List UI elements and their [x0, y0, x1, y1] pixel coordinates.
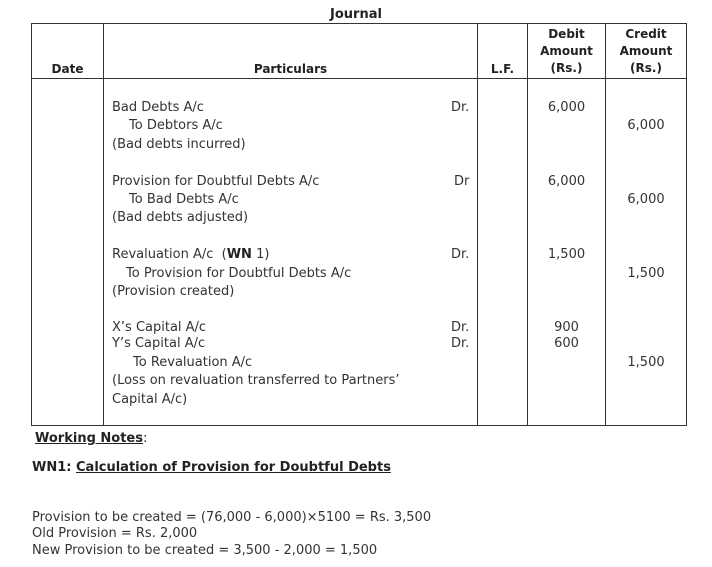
narration: (Bad debts incurred)	[112, 137, 246, 152]
header-lf: L.F.	[490, 62, 515, 76]
header-date: Date	[51, 62, 84, 76]
header-credit-line: (Rs.)	[630, 61, 662, 75]
header-credit-line: Amount	[619, 44, 673, 58]
header-debit	[528, 26, 605, 77]
narration: (Provision created)	[112, 284, 235, 299]
dr-label: Dr	[454, 174, 470, 189]
dr-label: Dr.	[451, 247, 470, 262]
wn1-title: Calculation of Provision for Doubtful Debts	[76, 460, 391, 475]
dr-label: Dr.	[451, 336, 470, 351]
credit-account: To Provision for Doubtful Debts A/c	[126, 266, 352, 281]
credit-amount: 1,500	[627, 266, 665, 281]
calculation-line: New Provision to be created = 3,500 - 2,000 = 1,500	[32, 543, 378, 558]
working-notes-colon: :	[143, 431, 148, 446]
debit-account-text: 1)	[251, 247, 270, 262]
header-divider	[32, 78, 686, 79]
debit-account-text: Revaluation A/c (	[112, 247, 227, 262]
credit-account: To Bad Debts A/c	[129, 192, 239, 207]
credit-account: To Debtors A/c	[129, 118, 223, 133]
wn1-label: WN1:	[32, 460, 72, 475]
working-notes-heading	[35, 431, 147, 446]
header-debit-line: Amount	[540, 44, 593, 58]
debit-amount: 6,000	[547, 100, 586, 115]
debit-account: Y’s Capital A/c	[112, 336, 206, 351]
narration: (Loss on revaluation transferred to Partners’	[112, 373, 400, 388]
credit-amount: 6,000	[627, 192, 665, 207]
credit-amount: 1,500	[627, 355, 665, 370]
header-credit-line: Credit	[625, 27, 667, 41]
debit-account	[112, 246, 269, 264]
working-note-ref: WN	[226, 247, 252, 262]
dr-label: Dr.	[451, 100, 470, 115]
debit-account: Provision for Doubtful Debts A/c	[112, 174, 320, 189]
column-divider	[103, 24, 104, 425]
column-divider	[477, 24, 478, 425]
credit-account: To Revaluation A/c	[133, 355, 253, 370]
debit-amount: 6,000	[547, 174, 586, 189]
debit-account: X’s Capital A/c	[112, 320, 207, 335]
debit-account: Bad Debts A/c	[112, 100, 204, 115]
credit-amount: 6,000	[627, 118, 665, 133]
debit-amount: 600	[554, 336, 579, 351]
header-credit	[606, 26, 686, 77]
column-divider	[527, 24, 528, 425]
calculation-line: Old Provision = Rs. 2,000	[32, 526, 198, 541]
narration: Capital A/c)	[112, 392, 188, 407]
header-particulars: Particulars	[253, 62, 328, 76]
dr-label: Dr.	[451, 320, 470, 335]
journal-title: Journal	[330, 7, 382, 22]
wn1-heading	[32, 460, 391, 475]
header-debit-line: Debit	[548, 27, 585, 41]
calculation-line: Provision to be created = (76,000 - 6,000)×5100 = Rs. 3,500	[32, 510, 432, 525]
header-debit-line: (Rs.)	[550, 61, 583, 75]
debit-amount: 1,500	[547, 247, 586, 262]
journal-table	[31, 23, 687, 426]
working-notes-heading-text: Working Notes	[35, 431, 143, 446]
debit-amount: 900	[554, 320, 579, 335]
narration: (Bad debts adjusted)	[112, 210, 249, 225]
